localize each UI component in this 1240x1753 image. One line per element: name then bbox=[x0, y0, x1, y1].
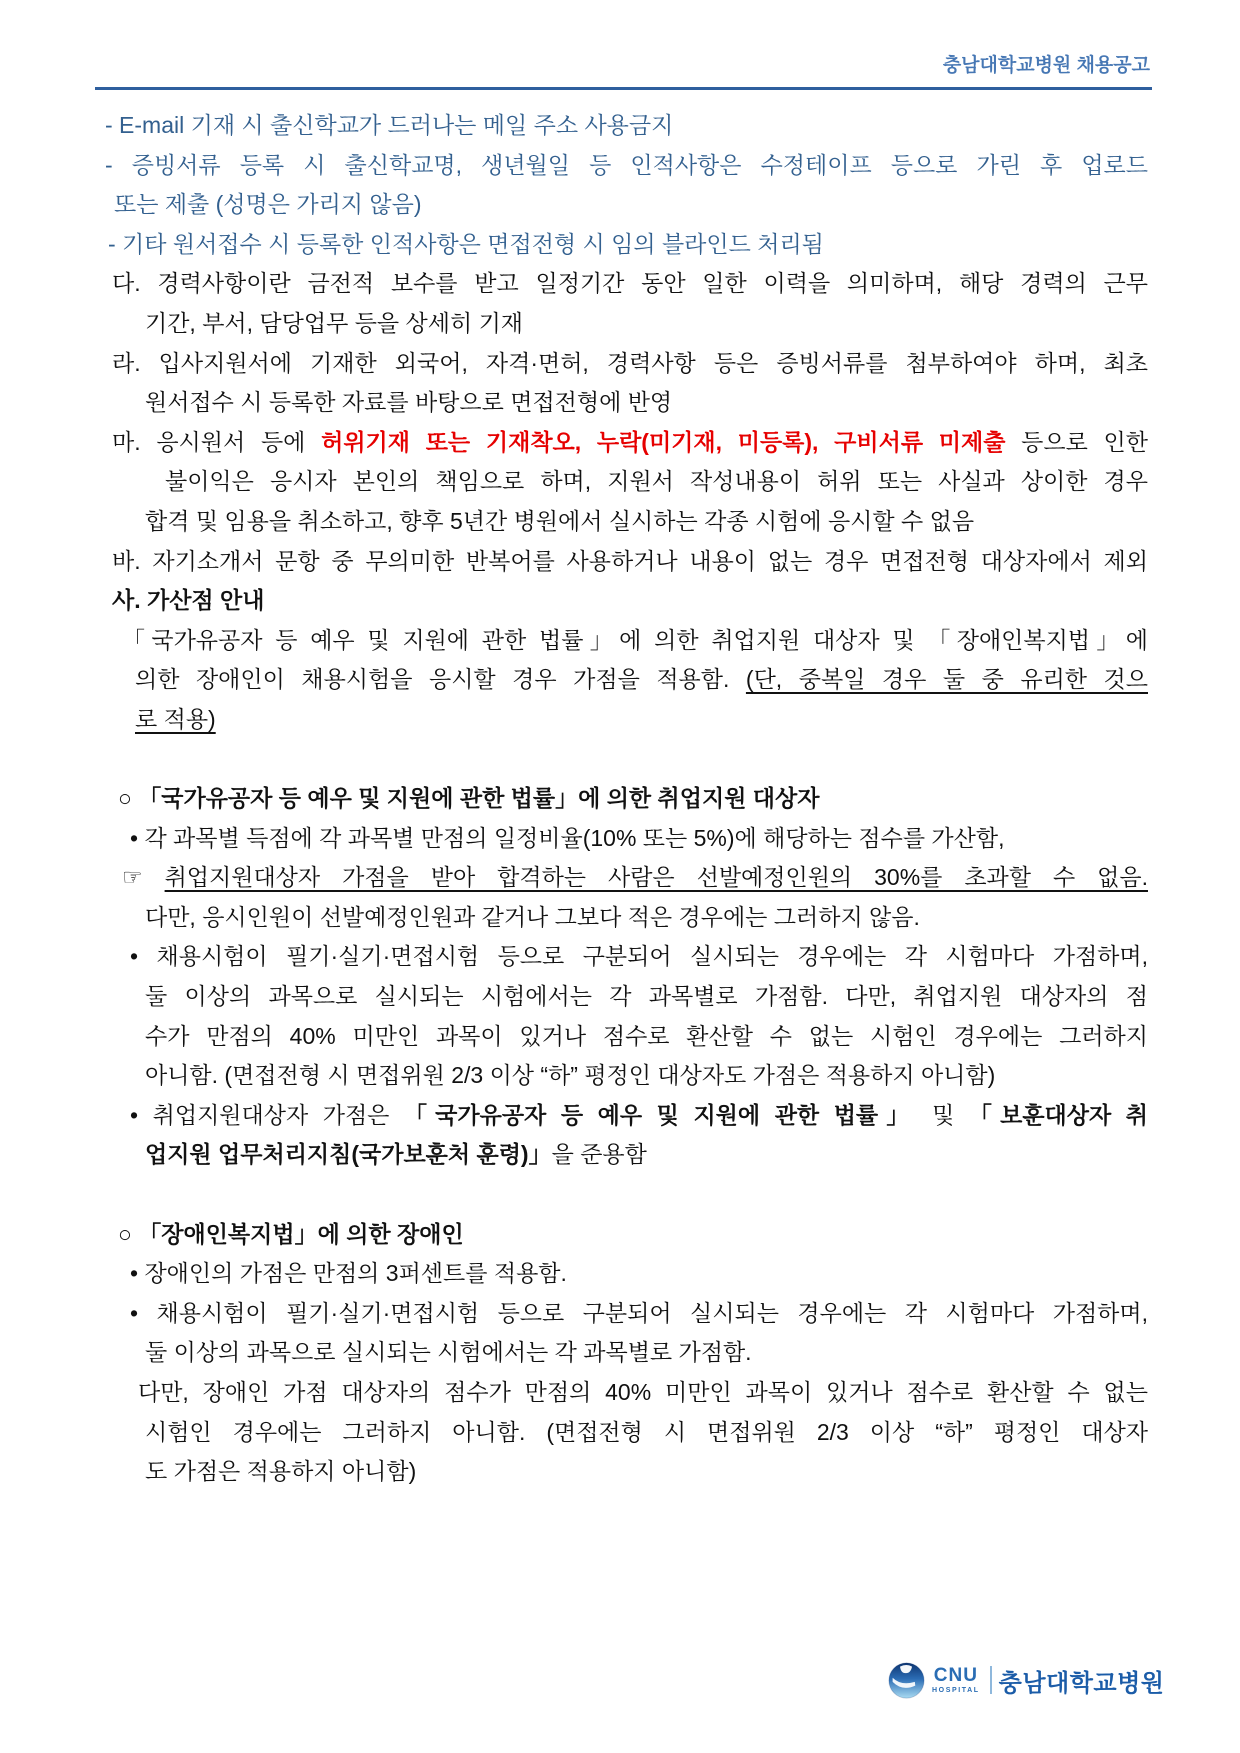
logo-hospital-name: 충남대학교병원 bbox=[998, 1669, 1165, 1697]
text-segment: 또는 제출 (성명은 가리지 않음) bbox=[114, 191, 422, 218]
text-segment: (단, 중복일 경우 둘 중 유리한 것으 bbox=[745, 666, 1148, 693]
text-segment: 다만, 응시인원이 선발예정인원과 같거나 그보다 적은 경우에는 그러하지 않음. bbox=[145, 903, 920, 930]
text-line bbox=[100, 423, 1148, 463]
text-segment: 「국가유공자 등 예우 및 지원에 관한 법률」 bbox=[403, 1101, 918, 1128]
text-line bbox=[100, 1017, 1148, 1057]
text-segment: 불이익은 응시자 본인의 책임으로 하며, 지원서 작성내용이 허위 또는 사실과 상이한 경우 bbox=[165, 468, 1148, 495]
text-segment: 아니함. (면접전형 시 면접위원 2/3 이상 “하” 평정인 대상자도 가점은 적용하지 아니함) bbox=[145, 1062, 996, 1089]
text-segment: 업지원 업무처리지침(국가보훈처 훈령)」 bbox=[145, 1141, 552, 1168]
text-segment: 다. 경력사항이란 금전적 보수를 받고 일정기간 동안 일한 이력을 의미하며, 해당 경력의 근무 bbox=[112, 270, 1148, 297]
text-line bbox=[100, 1254, 1148, 1294]
page-header-title: 충남대학교병원 채용공고 bbox=[942, 55, 1150, 76]
text-segment: • 채용시험이 필기·실기·면접시험 등으로 구분되어 실시되는 경우에는 각 시험마다 가점하며, bbox=[130, 943, 1148, 970]
text-line bbox=[100, 502, 1148, 542]
text-line bbox=[100, 937, 1148, 977]
text-line bbox=[100, 304, 1148, 344]
text-line bbox=[100, 106, 1148, 146]
text-segment: ☞ bbox=[122, 864, 165, 891]
text-line bbox=[100, 660, 1148, 700]
text-line bbox=[100, 383, 1148, 423]
logo-acronym: CNU bbox=[933, 1665, 978, 1686]
text-segment: 「보훈대상자 취 bbox=[968, 1101, 1149, 1128]
text-segment: 둘 이상의 과목으로 실시되는 시험에서는 각 과목별로 가점함. bbox=[145, 1339, 752, 1366]
logo-wordmark bbox=[932, 1666, 980, 1694]
text-segment: 취업지원대상자 가점을 받아 합격하는 사람은 선발예정인원의 30%를 초과할 수 없음. bbox=[164, 864, 1148, 891]
text-segment: 로 적용) bbox=[135, 705, 216, 732]
text-segment: • 각 과목별 득점에 각 과목별 만점의 일정비율(10% 또는 5%)에 해당하는 점수를 가산함, bbox=[130, 824, 1005, 851]
logo-subtitle: HOSPITAL bbox=[932, 1687, 980, 1694]
text-segment: 라. 입사지원서에 기재한 외국어, 자격·면허, 경력사항 등은 증빙서류를 첨부하여야 하며, 최초 bbox=[112, 349, 1148, 376]
text-segment: 사. 가산점 안내 bbox=[112, 587, 265, 614]
text-segment: 마. 응시원서 등에 bbox=[112, 428, 322, 455]
text-segment: ○ 「장애인복지법」에 의한 장애인 bbox=[118, 1220, 464, 1247]
document-body bbox=[100, 106, 1148, 1492]
text-line bbox=[100, 1056, 1148, 1096]
text-segment: 시험인 경우에는 그러하지 아니함. (면접전형 시 면접위원 2/3 이상 “하” 평정인 대상자 bbox=[145, 1418, 1148, 1445]
text-line bbox=[100, 185, 1148, 225]
text-line bbox=[100, 898, 1148, 938]
text-segment: 허위기재 또는 기재착오, 누락(미기재, 미등록), 구비서류 미제출 bbox=[321, 428, 1006, 455]
text-segment: 등으로 인한 bbox=[1005, 428, 1148, 455]
text-line bbox=[100, 819, 1148, 859]
text-line bbox=[100, 146, 1148, 186]
text-line bbox=[100, 264, 1148, 304]
text-segment: 둘 이상의 과목으로 실시되는 시험에서는 각 과목별로 가점함. 다만, 취업지원 대상자의 점 bbox=[145, 983, 1148, 1010]
text-segment: 「국가유공자 등 예우 및 지원에 관한 법률」에 의한 취업지원 대상자 및 「장애인복지법」에 bbox=[122, 626, 1148, 653]
hospital-logo bbox=[888, 1660, 1164, 1700]
text-line bbox=[100, 977, 1148, 1017]
text-line bbox=[100, 1215, 1148, 1255]
text-line bbox=[100, 779, 1148, 819]
text-line bbox=[100, 225, 1148, 265]
text-segment: - E-mail 기재 시 출신학교가 드러나는 메일 주소 사용금지 bbox=[105, 112, 674, 138]
text-segment: 을 준용함 bbox=[551, 1141, 647, 1168]
text-segment: ○ 「국가유공자 등 예우 및 지원에 관한 법률」에 의한 취업지원 대상자 bbox=[118, 785, 820, 812]
text-segment: 원서접수 시 등록한 자료를 바탕으로 면접전형에 반영 bbox=[145, 389, 673, 416]
text-line bbox=[100, 858, 1148, 898]
header-rule bbox=[95, 87, 1152, 90]
text-line bbox=[100, 542, 1148, 582]
text-line bbox=[100, 1413, 1148, 1453]
text-segment: 다만, 장애인 가점 대상자의 점수가 만점의 40% 미만인 과목이 있거나 점수로 환산할 수 없는 bbox=[138, 1379, 1148, 1405]
text-segment: - 기타 원서접수 시 등록한 인적사항은 면접전형 시 임의 블라인드 처리됨 bbox=[108, 230, 824, 257]
text-line bbox=[100, 1294, 1148, 1334]
text-segment: 바. 자기소개서 문항 중 무의미한 반복어를 사용하거나 내용이 없는 경우 면접전형 대상자에서 제외 bbox=[112, 547, 1148, 574]
text-line bbox=[100, 1452, 1148, 1492]
text-line bbox=[100, 1096, 1148, 1136]
text-line bbox=[100, 1373, 1148, 1413]
text-line bbox=[100, 700, 1148, 740]
text-line bbox=[100, 621, 1148, 661]
text-line bbox=[100, 1333, 1148, 1373]
text-line bbox=[100, 1135, 1148, 1175]
text-segment: 기간, 부서, 담당업무 등을 상세히 기재 bbox=[145, 309, 524, 336]
text-line bbox=[100, 581, 1148, 621]
text-segment: 수가 만점의 40% 미만인 과목이 있거나 점수로 환산할 수 없는 시험인 경우에는 그러하지 bbox=[145, 1022, 1148, 1049]
text-segment: - 증빙서류 등록 시 출신학교명, 생년월일 등 인적사항은 수정테이프 등으로 가린 후 업로드 bbox=[105, 151, 1148, 178]
text-line bbox=[100, 344, 1148, 384]
globe-icon bbox=[888, 1662, 925, 1699]
text-segment: • 채용시험이 필기·실기·면접시험 등으로 구분되어 실시되는 경우에는 각 시험마다 가점하며, bbox=[130, 1299, 1148, 1326]
text-segment: • 장애인의 가점은 만점의 3퍼센트를 적용함. bbox=[130, 1260, 567, 1287]
text-segment: 합격 및 임용을 취소하고, 향후 5년간 병원에서 실시하는 각종 시험에 응시할 수 없음 bbox=[145, 507, 975, 534]
text-segment: • 취업지원대상자 가점은 bbox=[130, 1101, 404, 1128]
text-segment: 및 bbox=[917, 1101, 969, 1128]
text-line bbox=[100, 462, 1148, 502]
text-segment: 의한 장애인이 채용시험을 응시할 경우 가점을 적용함. bbox=[135, 666, 746, 693]
logo-divider bbox=[990, 1666, 992, 1694]
text-segment: 도 가점은 적용하지 아니함) bbox=[145, 1458, 417, 1485]
